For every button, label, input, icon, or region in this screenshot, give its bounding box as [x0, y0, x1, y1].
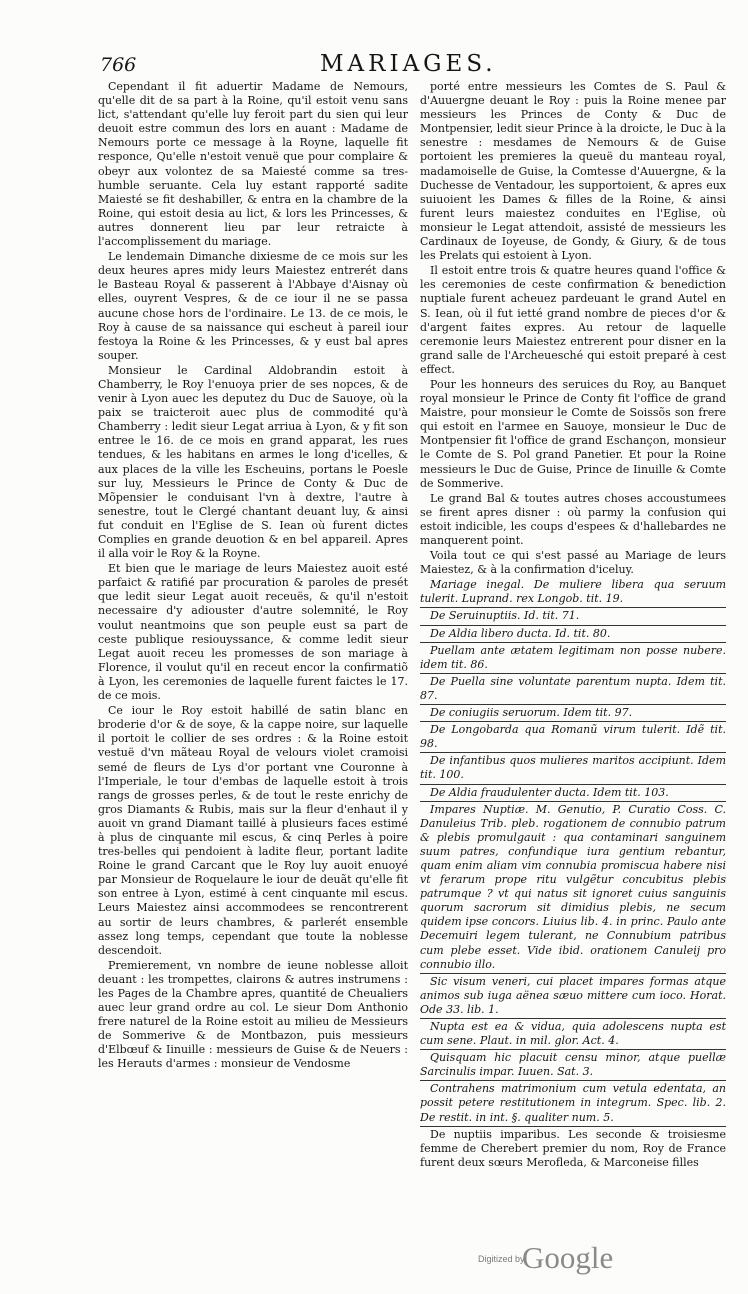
digitized-by-label: Digitized by	[478, 1254, 525, 1264]
paragraph: Cependant il fit aduertir Madame de Nemours, qu'elle dit de sa part à la Roine, qu'il estoit venu sans lict, s'attendant qu'elle luy feroit part du sien qui leur deuoit estre commun des lors en auant : Madame de Nemours porte ce message à la Royne, laquelle fit responce, Qu'elle n'estoit venuë que pour complaire & obeyr aux volontez de sa Maiesté comme sa tres-humble seruante. Cela luy estant rapporté sadite Maiesté se fit deshabiller, & entra en la chambre de la Roine, qui estoit desia au lict, & lors les Princesses, & autres donnerent lieu par leur retraicte à l'accomplissement du mariage.	[98, 80, 408, 249]
citation-note: De coniugiis seruorum. Idem tit. 97.	[430, 706, 633, 720]
note-divider	[420, 801, 726, 802]
citation-note: Contrahens matrimonium cum vetula edentata, an possit petere restitutionem in integrum. Spec. lib. 2. De restit. in int. §. qualiter num. 5.	[420, 1082, 726, 1124]
note-divider	[420, 704, 726, 705]
google-logo: Google	[522, 1240, 614, 1275]
paragraph: Ce iour le Roy estoit habillé de satin blanc en broderie d'or & de soye, & la cappe noire, sur laquelle il portoit le collier de ses ordres : & la Roine estoit vestuë d'vn mãteau Royal de velours violet cramoisi semé de fleurs de Lys d'or portant vne Couronne à l'Imperiale, le tour d'embas de laquelle estoit à trois rangs de grosses perles, & de tout le reste enrichy de gros Diamants & Rubis, mais sur la fleur d'enhaut il y auoit vn grand Diamant taillé à plusieurs faces estimé à plus de cinquante mil escus, & cinq Perles à poire tres-belles qui pendoient à ladite fleur, portant ladite Roine le grand Carcant que le Roy luy auoit enuoyé par Monsieur de Roquelaure le iour de deuãt qu'elle fit son entree à Lyon, estimé à cent cinquante mil escus. Leurs Maiestez ainsi accommodees se rencontrerent au sortir de leurs chambres, & parlerét ensemble assez long temps, cependant que toute la noblesse descendoit.	[98, 704, 408, 957]
paragraph: Il estoit entre trois & quatre heures quand l'office & les ceremonies de ceste confirmation & benediction nuptiale furent acheuez pardeuant le grand Autel en S. Iean, où il fut ietté grand nombre de pieces d'or & d'argent faites expres. Au retour de laquelle ceremonie leurs Maiestez entrerent pour disner en la grand salle de l'Archeuesché qui estoit preparé à cest effect.	[420, 264, 726, 376]
citation-note: Impares Nuptiæ. M. Genutio, P. Curatio Coss. C. Danuleius Trib. pleb. rogationem de connubio patrum & plebis promulgauit : qua contaminari sanguinem suum patres, confundique iura gentium rebantur, quam enim aliam vim connubia promiscua habere nisi vt ferarum prope ritu vulgẽtur concubitus plebis patrumque ? vt qui natus sit ignoret cuius sanguinis quorum sacrorum sit dimidius plebis, ne secum quidem ipse concors. Liuius lib. 4. in princ. Paulo ante Decemuiri legem tulerant, ne Connubium patribus cum plebe esset. Vide ibid. orationem Canuleij pro connubio illo.	[420, 802, 726, 971]
left-column	[98, 80, 408, 1130]
citation-note: De Longobarda qua Romanũ virum tulerit. Idẽ tit. 98.	[420, 723, 726, 751]
citation-note: De nuptiis imparibus. Les seconde & troisiesme femme de Cherebert premier du nom, Roy de France furent deux sœurs Merofleda, & Marconeise filles	[420, 1127, 726, 1169]
citation-note: De Aldia libero ducta. Id. tit. 80.	[430, 626, 611, 640]
note-divider	[420, 721, 726, 722]
digitization-watermark	[478, 1240, 698, 1276]
note-divider	[420, 1126, 726, 1127]
paragraph: Voila tout ce qui s'est passé au Mariage de leurs Maiestez, & à la confirmation d'iceluy.	[420, 549, 726, 577]
note-divider	[420, 973, 726, 974]
paragraph: Le grand Bal & toutes autres choses accoustumees se firent apres disner : où parmy la confusion qui estoit indicible, les coups d'espees & d'hallebardes ne manquerent point.	[420, 491, 726, 547]
paragraph: Monsieur le Cardinal Aldobrandin estoit à Chamberry, le Roy l'enuoya prier de ses nopces, & de venir à Lyon auec les deputez du Duc de Sauoye, où la paix se traicteroit auec plus de commodité qu'à Chamberry : ledit sieur Legat arriua à Lyon, & y fit son entree le 16. de ce mois en grand apparat, les rues tendues, & les habitans en armes le long d'icelles, & aux places de la ville les Escheuins, portans le Poesle sur luy, Messieurs le Prince de Conty & Duc de Mõpensier le conduisant l'vn à dextre, l'autre à senestre, tout le Clergé chantant deuant luy, & ainsi fut conduit en l'Eglise de S. Iean où furent dictes Complies en grande deuotion & en bel appareil. Apres il alla voir le Roy & la Royne.	[98, 363, 408, 561]
note-divider	[420, 607, 726, 608]
paragraph: Et bien que le mariage de leurs Maiestez auoit esté parfaict & ratifié par procuration & paroles de presét que ledit sieur Legat auoit receuës, & qu'il n'estoit necessaire d'y adiouster d'autre solemnité, le Roy voulut neantmoins que son peuple eust sa part de ceste publique resiouyssance, & comme ledit sieur Legat auoit receu les promesses de son mariage à Florence, il voulut qu'il en receut encor la confirmatiõ à Lyon, les ceremonies de laquelle furent faictes le 17. de ce mois.	[98, 562, 408, 703]
citation-note: Sic visum veneri, cui placet impares formas atque animos sub iuga aënea sæuo mittere cum ioco. Horat. Ode 33. lib. 1.	[420, 974, 726, 1016]
citation-note: De Seruinuptiis. Id. tit. 71.	[430, 609, 580, 623]
note-divider	[420, 1049, 726, 1050]
paragraph: porté entre messieurs les Comtes de S. Paul & d'Auuergne deuant le Roy : puis la Roine menee par messieurs les Princes de Conty & Duc de Montpensier, ledit sieur Prince à la droicte, le Duc à la senestre : mesdames de Nemours & de Guise portoient les premieres la queuë du manteau royal, madamoiselle de Guise, la Comtesse d'Auuergne, & la Duchesse de Ventadour, les supportoient, & apres eux suiuoient les Dames & filles de la Roine, & ainsi furent leurs maiestez conduites en l'Eglise, où monsieur le Legat attendoit, assisté de messieurs les Cardinaux de Ioyeuse, de Gondy, & Giury, & de tous les Prelats qui estoient à Lyon.	[420, 80, 726, 263]
paragraph: Le lendemain Dimanche dixiesme de ce mois sur les deux heures apres midy leurs Maiestez entrerét dans le Basteau Royal & passerent à l'Abbaye d'Aisnay où elles, ouyrent Vespres, & de ce iour il ne se passa aucune chose hors de l'ordinaire. Le 13. de ce mois, le Roy à cause de sa naissance qui escheut à pareil iour festoya la Roine & les Princesses, & y eust bal apres souper.	[98, 250, 408, 362]
note-divider	[420, 1018, 726, 1019]
note-divider	[420, 625, 726, 626]
citation-note: De infantibus quos mulieres maritos accipiunt. Idem tit. 100.	[420, 754, 726, 782]
citation-note: Quisquam hic placuit censu minor, atque puellæ Sarcinulis impar. Iuuen. Sat. 3.	[420, 1051, 726, 1079]
citation-note: Puellam ante ætatem legitimam non posse nubere. idem tit. 86.	[420, 643, 726, 671]
citation-note: De Puella sine voluntate parentum nupta. Idem tit. 87.	[420, 674, 726, 702]
note-divider	[420, 784, 726, 785]
citation-note: Nupta est ea & vidua, quia adolescens nupta est cum sene. Plaut. in mil. glor. Act. 4.	[420, 1020, 726, 1048]
paragraph: Pour les honneurs des seruices du Roy, au Banquet royal monsieur le Prince de Conty fit l'office de grand Maistre, pour monsieur le Comte de Soissõs son frere qui estoit en l'armee en Sauoye, monsieur le Duc de Montpensier fit l'office de grand Eschançon, monsieur le Comte de S. Pol grand Panetier. Et pour la Roine messieurs le Duc de Guise, Prince de Iinuille & Comte de Sommerive.	[420, 377, 726, 490]
page-number: 766	[100, 54, 137, 76]
note-divider	[420, 642, 726, 643]
page-header	[100, 52, 700, 80]
paragraph: Premierement, vn nombre de ieune noblesse alloit deuant : les trompettes, clairons & autres instrumens : les Pages de la Chambre apres, quantité de Cheualiers auec leur grand ordre au col. Le sieur Dom Anthonio frere naturel de la Roine estoit au milieu de Messieurs de Sommerive & de Montbazon, puis messieurs d'Elbœuf & Iinuille : messieurs de Guise & de Neuers : les Herauts d'armes : monsieur de Vendosme	[98, 958, 408, 1071]
citation-note: De Aldia fraudulenter ducta. Idem tit. 103.	[430, 785, 669, 799]
citation-note: Mariage inegal. De muliere libera qua seruum tulerit. Luprand. rex Longob. tit. 19.	[420, 578, 726, 606]
note-divider	[420, 1080, 726, 1081]
right-column	[420, 80, 726, 1180]
note-divider	[420, 752, 726, 753]
running-title: MARIAGES.	[320, 51, 497, 77]
note-divider	[420, 673, 726, 674]
